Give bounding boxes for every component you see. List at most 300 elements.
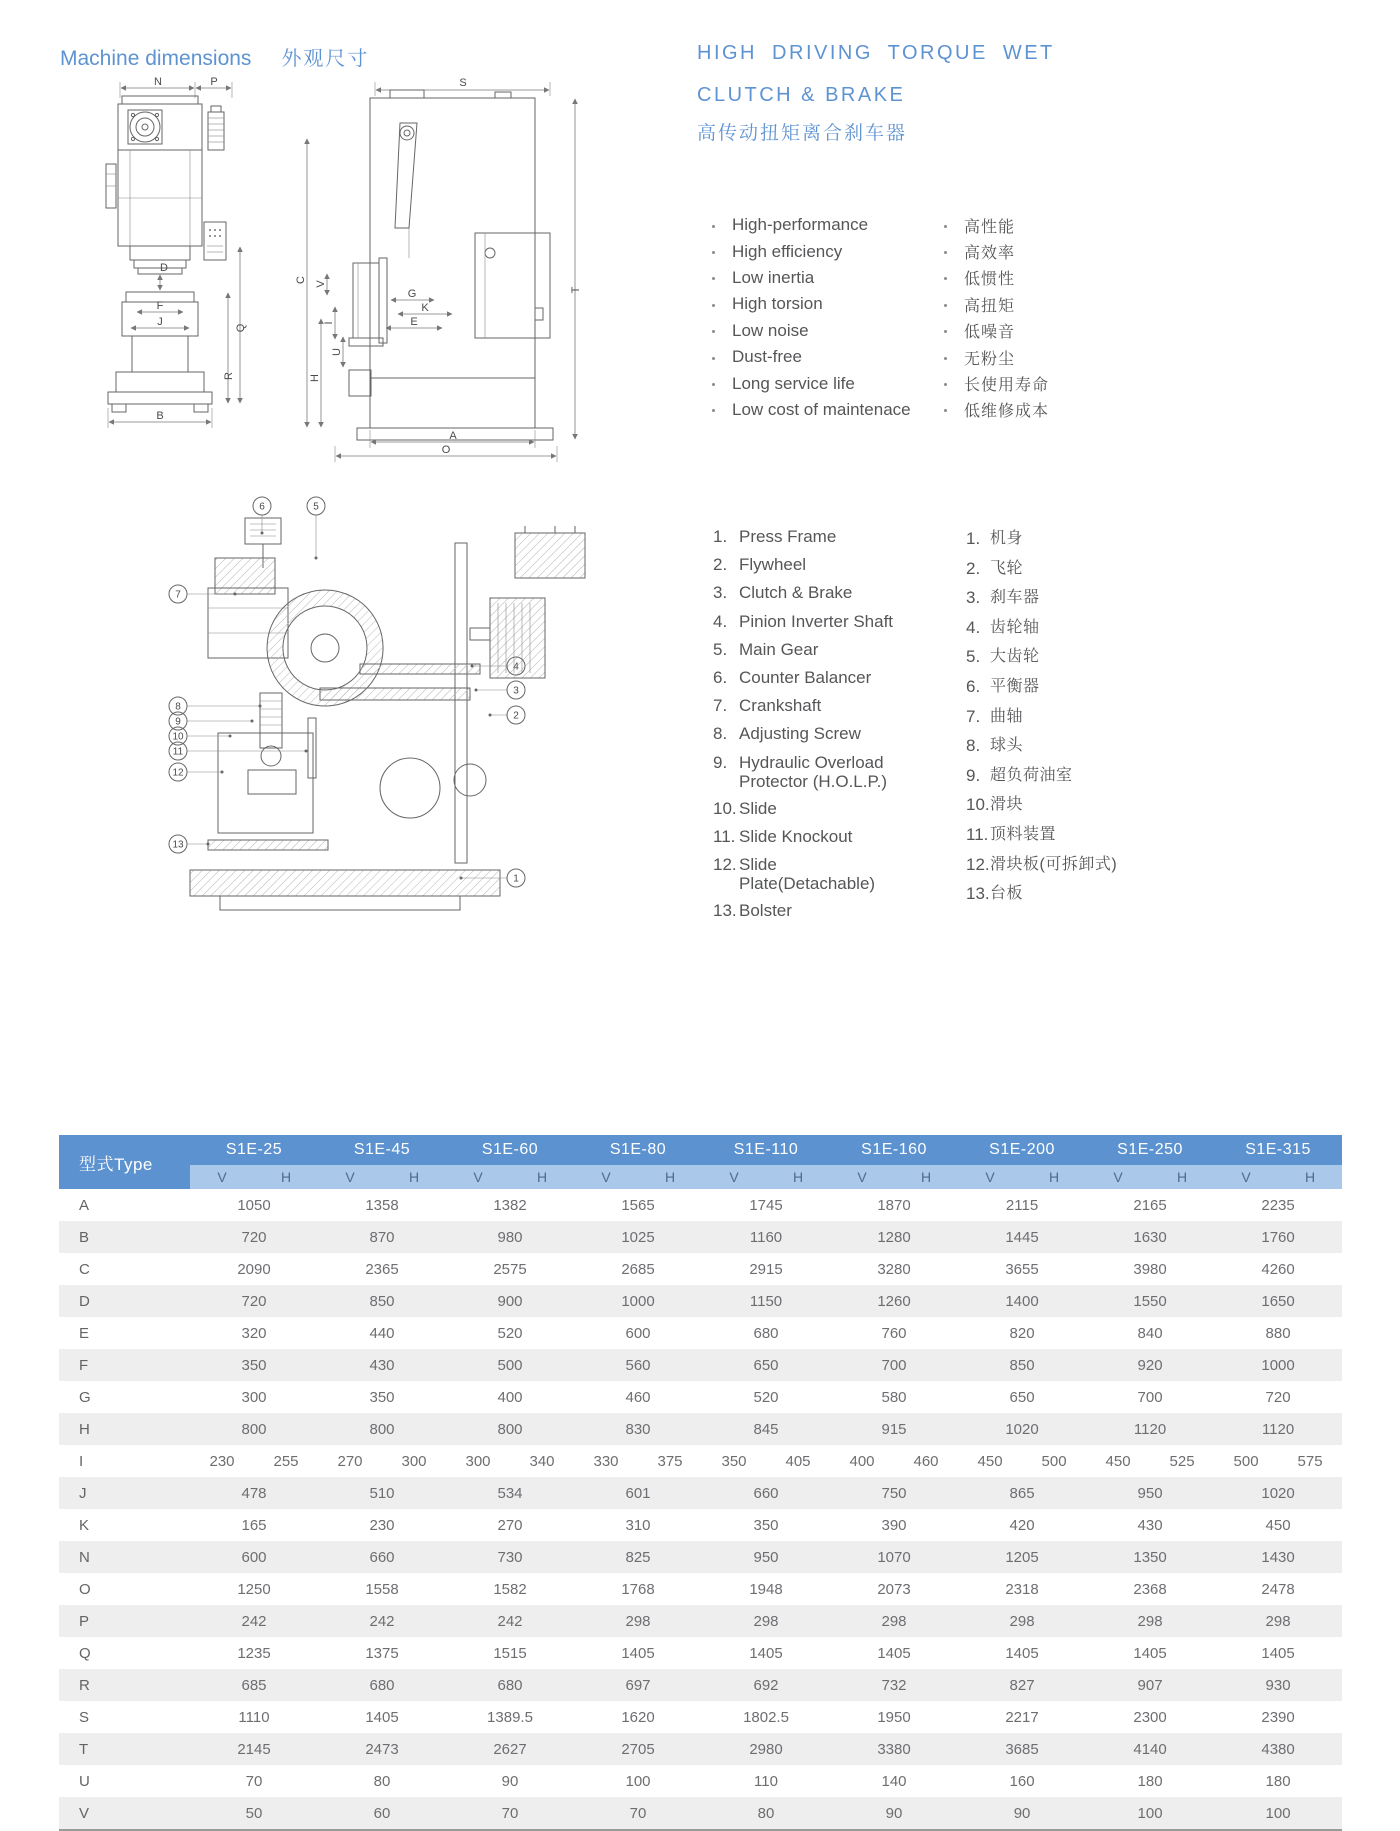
- value-cell: 430: [369, 1356, 395, 1374]
- value-cell: 298: [753, 1612, 779, 1630]
- value-cell: 3280: [877, 1260, 911, 1278]
- dimensions-table-wrap: [59, 1135, 1342, 1831]
- value-cell: 1020: [1261, 1484, 1295, 1502]
- value-cell: 242: [241, 1612, 267, 1630]
- feature-item: [712, 318, 1049, 344]
- value-cell: 870: [369, 1228, 395, 1246]
- value-cell: 680: [753, 1324, 779, 1342]
- table-row: [59, 1477, 1342, 1509]
- value-cell: 680: [497, 1676, 523, 1694]
- model-header-cell: S1E-45: [318, 1135, 446, 1165]
- value-cell: 660: [753, 1484, 779, 1502]
- part-number: 4.: [713, 611, 728, 631]
- value-cell-v: 450: [977, 1452, 1003, 1470]
- part-label-en: Slide Plate(Detachable): [739, 855, 876, 894]
- table-row: [59, 1509, 1342, 1541]
- table-row: [59, 1797, 1342, 1830]
- value-cell-v: 350: [721, 1452, 747, 1470]
- dim-label-R: R: [223, 372, 235, 380]
- dimension-letter-cell: F: [79, 1356, 89, 1374]
- part-number: 4.: [966, 617, 981, 637]
- part-label-cn: 大齿轮: [990, 648, 1040, 666]
- value-cell: 310: [625, 1516, 651, 1534]
- feature-en: Low cost of maintenace: [732, 399, 911, 419]
- value-cell: 534: [497, 1484, 523, 1502]
- value-cell: 4260: [1261, 1260, 1295, 1278]
- model-header-cell: S1E-250: [1086, 1135, 1214, 1165]
- dim-label-G: G: [407, 288, 417, 300]
- value-cell: 50: [245, 1804, 263, 1822]
- part-label-cn: 曲轴: [990, 707, 1024, 725]
- value-cell: 830: [625, 1420, 651, 1438]
- feature-cn: 高效率: [964, 245, 1016, 263]
- value-cell: 700: [1137, 1388, 1163, 1406]
- bullet-icon: [944, 304, 947, 307]
- bullet-icon: [712, 357, 715, 360]
- value-cell: 500: [497, 1356, 523, 1374]
- table-row: [59, 1637, 1342, 1669]
- feature-cn: 低噪音: [964, 324, 1016, 342]
- part-item-cn: [966, 647, 1226, 667]
- h-header-cell: H: [382, 1165, 446, 1189]
- part-item-cn: [966, 884, 1226, 904]
- value-cell: 2300: [1133, 1708, 1167, 1726]
- value-cell: 242: [369, 1612, 395, 1630]
- value-cell: 720: [241, 1292, 267, 1310]
- value-cell: 230: [369, 1516, 395, 1534]
- value-cell: 100: [625, 1772, 651, 1790]
- value-cell: 298: [1137, 1612, 1163, 1630]
- value-cell-v: 500: [1233, 1452, 1259, 1470]
- value-cell: 2217: [1005, 1708, 1039, 1726]
- table-row: [59, 1189, 1342, 1221]
- value-cell: 2115: [1005, 1196, 1039, 1214]
- table-row: [59, 1285, 1342, 1317]
- features-list: [712, 212, 1049, 423]
- value-cell: 420: [1009, 1516, 1035, 1534]
- balloon-8: [169, 697, 262, 715]
- svg-text:4: 4: [513, 661, 519, 673]
- value-cell: 1400: [1005, 1292, 1039, 1310]
- value-cell: 2165: [1133, 1196, 1167, 1214]
- bullet-icon: [712, 409, 715, 412]
- value-cell: 560: [625, 1356, 651, 1374]
- part-label-en: Slide Knockout: [739, 826, 853, 846]
- value-cell: 2705: [621, 1740, 655, 1758]
- value-cell: 1250: [237, 1580, 271, 1598]
- model-header-cell: S1E-110: [702, 1135, 830, 1165]
- model-header-cell: S1E-80: [574, 1135, 702, 1165]
- value-cell: 880: [1265, 1324, 1291, 1342]
- part-label-cn: 刹车器: [990, 589, 1040, 607]
- table-header-row: [59, 1135, 1342, 1165]
- feature-en: Long service life: [732, 373, 855, 393]
- balloon-13: [169, 835, 210, 853]
- value-cell: 1020: [1005, 1420, 1039, 1438]
- table-row: [59, 1317, 1342, 1349]
- bullet-icon: [712, 383, 715, 386]
- value-cell: 1405: [621, 1644, 655, 1662]
- bullet-icon: [944, 409, 947, 412]
- part-number: 7.: [966, 706, 981, 726]
- model-header-cell: S1E-315: [1214, 1135, 1342, 1165]
- v-header-cell: V: [1086, 1165, 1150, 1189]
- part-number: 9.: [713, 752, 728, 772]
- part-label-cn: 滑块: [990, 796, 1024, 814]
- value-cell: 100: [1137, 1804, 1163, 1822]
- value-cell: 180: [1137, 1772, 1163, 1790]
- v-header-cell: V: [446, 1165, 510, 1189]
- bullet-icon: [712, 277, 715, 280]
- value-cell: 1235: [237, 1644, 271, 1662]
- part-number: 11.: [966, 824, 989, 844]
- table-row: [59, 1669, 1342, 1701]
- value-cell: 1760: [1261, 1228, 1295, 1246]
- value-cell: 720: [1265, 1388, 1291, 1406]
- dimension-letter-cell: H: [79, 1420, 90, 1438]
- model-header-cell: S1E-200: [958, 1135, 1086, 1165]
- value-cell: 160: [1009, 1772, 1035, 1790]
- value-cell: 1375: [365, 1644, 399, 1662]
- value-cell-v: 270: [337, 1452, 363, 1470]
- value-cell: 1405: [1261, 1644, 1295, 1662]
- part-item-en: [713, 527, 948, 547]
- part-label-cn: 顶料装置: [990, 825, 1057, 843]
- value-cell: 3655: [1005, 1260, 1039, 1278]
- value-cell: 1025: [621, 1228, 655, 1246]
- value-cell: 1405: [877, 1644, 911, 1662]
- value-cell: 1000: [1261, 1356, 1295, 1374]
- bullet-icon: [712, 225, 715, 228]
- bullet-icon: [944, 357, 947, 360]
- svg-text:8: 8: [175, 701, 181, 713]
- table-row: [59, 1445, 1342, 1477]
- dim-label-H: H: [309, 374, 321, 382]
- value-cell: 2685: [621, 1260, 655, 1278]
- parts-en: [713, 527, 948, 929]
- value-cell-h: 460: [913, 1452, 939, 1470]
- value-cell: 600: [241, 1548, 267, 1566]
- table-row: [59, 1733, 1342, 1765]
- model-header-cell: S1E-160: [830, 1135, 958, 1165]
- value-cell: 915: [881, 1420, 907, 1438]
- bullet-icon: [944, 383, 947, 386]
- value-cell: 692: [753, 1676, 779, 1694]
- side-view-drawing: [295, 78, 595, 470]
- value-cell: 2235: [1261, 1196, 1295, 1214]
- value-cell: 1405: [1133, 1644, 1167, 1662]
- table-subheader-row: [59, 1165, 1342, 1189]
- part-number: 5.: [713, 639, 728, 659]
- value-cell: 1550: [1133, 1292, 1167, 1310]
- balloon-6: [253, 497, 271, 535]
- dim-label-N: N: [154, 76, 162, 88]
- feature-en: Dust-free: [732, 347, 802, 367]
- dimension-letter-cell: U: [79, 1772, 90, 1790]
- part-label-cn: 齿轮轴: [990, 618, 1040, 636]
- value-cell: 920: [1137, 1356, 1163, 1374]
- dim-label-Q: Q: [235, 323, 247, 333]
- value-cell: 90: [1013, 1804, 1031, 1822]
- v-header-cell: V: [958, 1165, 1022, 1189]
- dim-label-J: J: [157, 316, 163, 328]
- value-cell: 400: [497, 1388, 523, 1406]
- part-item-cn: [966, 588, 1226, 608]
- value-cell: 3685: [1005, 1740, 1039, 1758]
- svg-text:10: 10: [172, 731, 184, 743]
- value-cell-v: 330: [593, 1452, 619, 1470]
- dim-label-S: S: [459, 77, 467, 89]
- dim-label-P: P: [210, 76, 218, 88]
- part-number: 9.: [966, 765, 981, 785]
- value-cell: 460: [625, 1388, 651, 1406]
- h-header-cell: H: [510, 1165, 574, 1189]
- value-cell: 1948: [749, 1580, 783, 1598]
- feature-cn: 高性能: [964, 218, 1016, 236]
- svg-text:11: 11: [172, 746, 184, 758]
- value-cell: 760: [881, 1324, 907, 1342]
- part-item-en: [713, 668, 948, 688]
- dim-label-C: C: [295, 276, 307, 284]
- value-cell: 2318: [1005, 1580, 1039, 1598]
- svg-text:7: 7: [175, 589, 181, 601]
- part-label-cn: 飞轮: [990, 559, 1024, 577]
- value-cell: 1950: [877, 1708, 911, 1726]
- dimension-letter-cell: K: [79, 1516, 90, 1534]
- h-header-cell: H: [1150, 1165, 1214, 1189]
- value-cell: 1000: [621, 1292, 655, 1310]
- feature-cn: 低惯性: [964, 271, 1016, 289]
- value-cell: 3380: [877, 1740, 911, 1758]
- table-row: [59, 1413, 1342, 1445]
- page-title-en: Machine dimensions: [60, 47, 252, 70]
- bullet-icon: [712, 304, 715, 307]
- front-view-drawing: [80, 78, 270, 470]
- part-label-cn: 平衡器: [990, 677, 1040, 695]
- value-cell: 1280: [877, 1228, 911, 1246]
- value-cell: 732: [881, 1676, 907, 1694]
- dimension-letter-cell: V: [79, 1804, 90, 1822]
- value-cell: 2980: [749, 1740, 783, 1758]
- value-cell: 350: [753, 1516, 779, 1534]
- value-cell: 298: [625, 1612, 651, 1630]
- svg-text:1: 1: [513, 873, 519, 885]
- value-cell: 60: [373, 1804, 391, 1822]
- part-label-en: Flywheel: [739, 555, 807, 575]
- part-number: 6.: [966, 676, 981, 696]
- value-cell: 70: [245, 1772, 263, 1790]
- value-cell: 1110: [238, 1708, 270, 1726]
- dimension-letter-cell: J: [79, 1484, 87, 1502]
- value-cell: 1120: [1261, 1420, 1295, 1438]
- value-cell: 1070: [877, 1548, 911, 1566]
- model-header-cell: S1E-25: [190, 1135, 318, 1165]
- dim-label-O: O: [441, 444, 451, 456]
- value-cell: 180: [1265, 1772, 1291, 1790]
- value-cell: 1802.5: [743, 1708, 789, 1726]
- bullet-icon: [712, 330, 715, 333]
- value-cell: 2627: [493, 1740, 527, 1758]
- part-label-en: Clutch & Brake: [739, 583, 853, 603]
- part-number: 6.: [713, 667, 728, 687]
- dim-label-T: T: [570, 286, 582, 294]
- dim-label-E: E: [410, 316, 418, 328]
- feature-cn: 高扭矩: [964, 297, 1016, 315]
- dim-label-I: I: [323, 321, 335, 325]
- value-cell: 850: [369, 1292, 395, 1310]
- table-row: [59, 1765, 1342, 1797]
- value-cell: 1405: [365, 1708, 399, 1726]
- h-header-cell: H: [894, 1165, 958, 1189]
- bullet-icon: [944, 225, 947, 228]
- table-row: [59, 1381, 1342, 1413]
- value-cell: 730: [497, 1548, 523, 1566]
- table-row: [59, 1701, 1342, 1733]
- value-cell: 270: [497, 1516, 523, 1534]
- value-cell: 478: [241, 1484, 267, 1502]
- value-cell: 520: [497, 1324, 523, 1342]
- parts-cn: [966, 529, 1226, 914]
- dimension-letter-cell: I: [79, 1452, 84, 1470]
- part-label-cn: 超负荷油室: [990, 766, 1073, 784]
- part-label-en: Slide: [739, 798, 777, 818]
- table-row: [59, 1349, 1342, 1381]
- value-cell: 1515: [493, 1644, 527, 1662]
- cross-section-drawing: [160, 488, 670, 933]
- part-item-en: [713, 640, 948, 660]
- bullet-icon: [944, 330, 947, 333]
- part-label-cn: 台板: [990, 885, 1024, 903]
- part-label-en: Counter Balancer: [739, 667, 872, 687]
- value-cell: 70: [629, 1804, 647, 1822]
- svg-text:3: 3: [513, 685, 519, 697]
- part-item-cn: [966, 766, 1226, 786]
- value-cell: 750: [881, 1484, 907, 1502]
- dimension-letter-cell: Q: [79, 1644, 91, 1662]
- part-label-en: Press Frame: [739, 527, 837, 546]
- value-cell: 242: [497, 1612, 523, 1630]
- part-number: 12.: [966, 854, 990, 874]
- value-cell-v: 450: [1105, 1452, 1131, 1470]
- value-cell: 3980: [1133, 1260, 1167, 1278]
- value-cell: 440: [369, 1324, 395, 1342]
- part-number: 12.: [713, 855, 737, 875]
- value-cell: 700: [881, 1356, 907, 1374]
- dimension-letter-cell: B: [79, 1228, 90, 1246]
- value-cell: 1150: [749, 1292, 783, 1310]
- value-cell: 800: [369, 1420, 395, 1438]
- svg-text:6: 6: [259, 501, 265, 513]
- value-cell: 80: [373, 1772, 391, 1790]
- part-label-en: Pinion Inverter Shaft: [739, 611, 894, 631]
- value-cell: 90: [501, 1772, 519, 1790]
- part-number: 8.: [713, 724, 728, 744]
- v-header-cell: V: [1214, 1165, 1278, 1189]
- dim-label-K: K: [421, 302, 429, 314]
- h-header-cell: H: [1278, 1165, 1342, 1189]
- svg-text:9: 9: [175, 716, 181, 728]
- feature-item: [712, 344, 1049, 370]
- part-item-cn: [966, 855, 1226, 875]
- value-cell: 950: [1137, 1484, 1163, 1502]
- value-cell: 850: [1009, 1356, 1035, 1374]
- value-cell: 685: [241, 1676, 267, 1694]
- value-cell: 1620: [621, 1708, 655, 1726]
- part-label-en: Hydraulic Overload Protector (H.O.L.P.): [739, 752, 888, 791]
- value-cell: 298: [1009, 1612, 1035, 1630]
- feature-item: [712, 291, 1049, 317]
- bullet-icon: [712, 251, 715, 254]
- value-cell: 1405: [749, 1644, 783, 1662]
- value-cell: 2390: [1261, 1708, 1295, 1726]
- page-title-cn: 外观尺寸: [281, 48, 370, 70]
- dimension-letter-cell: P: [79, 1612, 90, 1630]
- bullet-icon: [944, 277, 947, 280]
- value-cell: 2473: [365, 1740, 399, 1758]
- value-cell: 140: [881, 1772, 907, 1790]
- value-cell: 1160: [749, 1228, 783, 1246]
- balloon-2: [489, 706, 526, 724]
- v-header-cell: V: [830, 1165, 894, 1189]
- svg-text:5: 5: [313, 501, 319, 513]
- feature-en: Low noise: [732, 320, 809, 340]
- value-cell: 110: [754, 1772, 778, 1790]
- value-cell: 2365: [365, 1260, 399, 1278]
- value-cell-h: 405: [785, 1452, 811, 1470]
- part-item-en: [713, 799, 948, 819]
- value-cell-h: 255: [273, 1452, 299, 1470]
- value-cell-h: 525: [1169, 1452, 1195, 1470]
- dimension-letter-cell: D: [79, 1292, 90, 1310]
- table-row: [59, 1573, 1342, 1605]
- value-cell: 2090: [237, 1260, 271, 1278]
- value-cell: 1050: [237, 1196, 271, 1214]
- value-cell: 4140: [1133, 1740, 1167, 1758]
- front-view-svg: [80, 78, 270, 470]
- dimension-letter-cell: N: [79, 1548, 90, 1566]
- part-label-en: Adjusting Screw: [739, 724, 861, 744]
- value-cell: 350: [241, 1356, 267, 1374]
- feature-cn: 低维修成本: [964, 403, 1050, 421]
- feature-item: [712, 397, 1049, 423]
- dimension-letter-cell: S: [79, 1708, 90, 1726]
- cross-section-svg: [160, 488, 670, 933]
- table-row: [59, 1253, 1342, 1285]
- value-cell: 298: [1265, 1612, 1291, 1630]
- value-cell: 1430: [1261, 1548, 1295, 1566]
- part-number: 3.: [966, 588, 981, 608]
- value-cell: 800: [497, 1420, 523, 1438]
- value-cell: 510: [369, 1484, 395, 1502]
- h-header-cell: H: [638, 1165, 702, 1189]
- part-item-cn: [966, 707, 1226, 727]
- feature-en: Low inertia: [732, 267, 815, 287]
- value-cell: 2145: [237, 1740, 271, 1758]
- dim-label-B: B: [156, 410, 164, 422]
- svg-text:13: 13: [172, 839, 184, 851]
- table-row: [59, 1541, 1342, 1573]
- h-header-cell: H: [766, 1165, 830, 1189]
- part-label-en: Crankshaft: [739, 696, 822, 716]
- part-number: 10.: [713, 798, 737, 818]
- part-item-en: [713, 583, 948, 603]
- value-cell-h: 575: [1297, 1452, 1323, 1470]
- v-header-cell: V: [318, 1165, 382, 1189]
- dim-label-A: A: [449, 430, 457, 442]
- part-item-cn: [966, 559, 1226, 579]
- part-item-cn: [966, 677, 1226, 697]
- balloon-12: [169, 763, 224, 781]
